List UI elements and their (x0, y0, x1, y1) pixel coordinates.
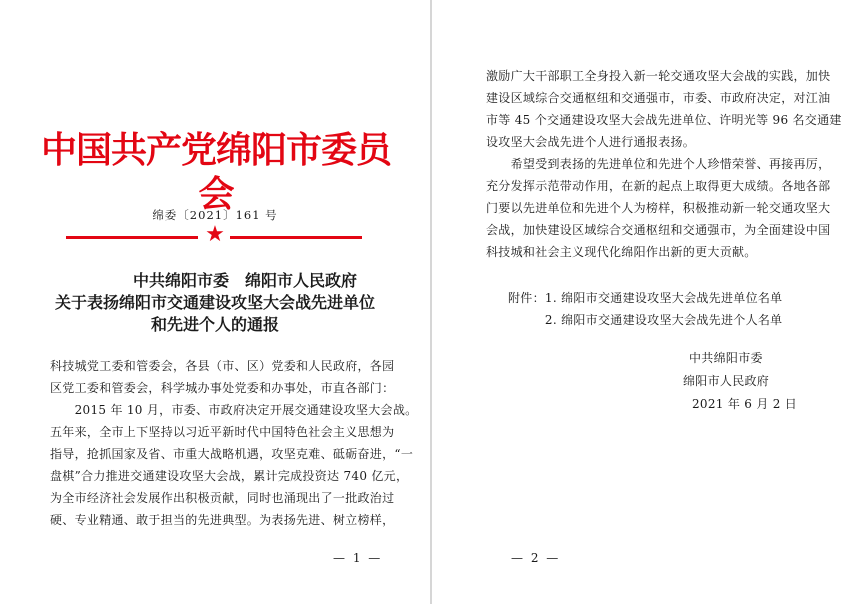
notice-title-line: 中共绵阳市委 绵阳市人民政府 (132, 271, 357, 290)
body-text-line: 五年来，全市上下坚持以习近平新时代中国特色社会主义思想为 (50, 425, 395, 439)
page-number: — 1 — (333, 551, 383, 565)
body-text-line: 充分发挥示范带动作用，在新的起点上取得更大成绩。各地各部 (486, 179, 831, 193)
signature-government: 绵阳市人民政府 (683, 374, 770, 388)
body-text-line: 为全市经济社会发展作出积极贡献，同时也涌现出了一批政治过 (50, 491, 395, 505)
notice-title-line: 关于表扬绵阳市交通建设攻坚大会战先进单位 (54, 293, 375, 312)
document-number: 绵委〔2021〕161 号 (152, 208, 278, 222)
body-text-line: 设攻坚大会战先进个人进行通报表扬。 (486, 135, 696, 149)
document-page-2 (432, 0, 864, 604)
body-text-line: 门要以先进单位和先进个人为榜样，积极推动新一轮交通攻坚大 (486, 201, 831, 215)
body-text-line: 2015 年 10 月，市委、市政府决定开展交通建设攻坚大会战。 (50, 403, 418, 417)
attachment-item: 附件：1. 绵阳市交通建设攻坚大会战先进单位名单 (508, 291, 783, 305)
notice-title-line: 和先进个人的通报 (150, 315, 279, 334)
page-number: — 2 — (511, 551, 561, 565)
red-divider-right (230, 236, 362, 239)
masthead-title: 中国共产党绵阳市委员会 (40, 129, 391, 215)
body-text-line: 盘棋”合力推进交通建设攻坚大会战，累计完成投资达 740 亿元， (50, 469, 409, 483)
red-divider-left (66, 236, 198, 239)
signature-date: 2021 年 6 月 2 日 (692, 397, 798, 411)
body-text-line: 指导，抢抓国家及省、市重大战略机遇，攻坚克难、砥砺奋进，“一 (50, 447, 414, 461)
signature-party-committee: 中共绵阳市委 (689, 351, 763, 365)
attachment-item: 2. 绵阳市交通建设攻坚大会战先进个人名单 (508, 313, 783, 327)
body-text-line: 建设区域综合交通枢纽和交通强市，市委、市政府决定，对江油 (486, 91, 831, 105)
body-text-line: 会战，加快建设区域综合交通枢纽和交通强市，为全面建设中国 (486, 223, 831, 237)
body-text-line: 希望受到表扬的先进单位和先进个人珍惜荣誉、再接再厉， (486, 157, 831, 171)
body-text-line: 激励广大干部职工全身投入新一轮交通攻坚大会战的实践，加快 (486, 69, 831, 83)
body-text-line: 硬、专业精通、敢于担当的先进典型。为表扬先进、树立榜样， (50, 513, 395, 527)
body-text-line: 市等 45 个交通建设攻坚大会战先进单位、许明光等 96 名交通建 (486, 113, 842, 127)
body-text-line: 区党工委和管委会，科学城办事处党委和办事处，市直各部门： (50, 381, 395, 395)
document-page-1 (0, 0, 430, 604)
red-star-icon: ★ (205, 222, 225, 247)
body-text-line: 科技城党工委和管委会，各县（市、区）党委和人民政府，各园 (50, 359, 395, 373)
body-text-line: 科技城和社会主义现代化绵阳作出新的更大贡献。 (486, 245, 757, 259)
